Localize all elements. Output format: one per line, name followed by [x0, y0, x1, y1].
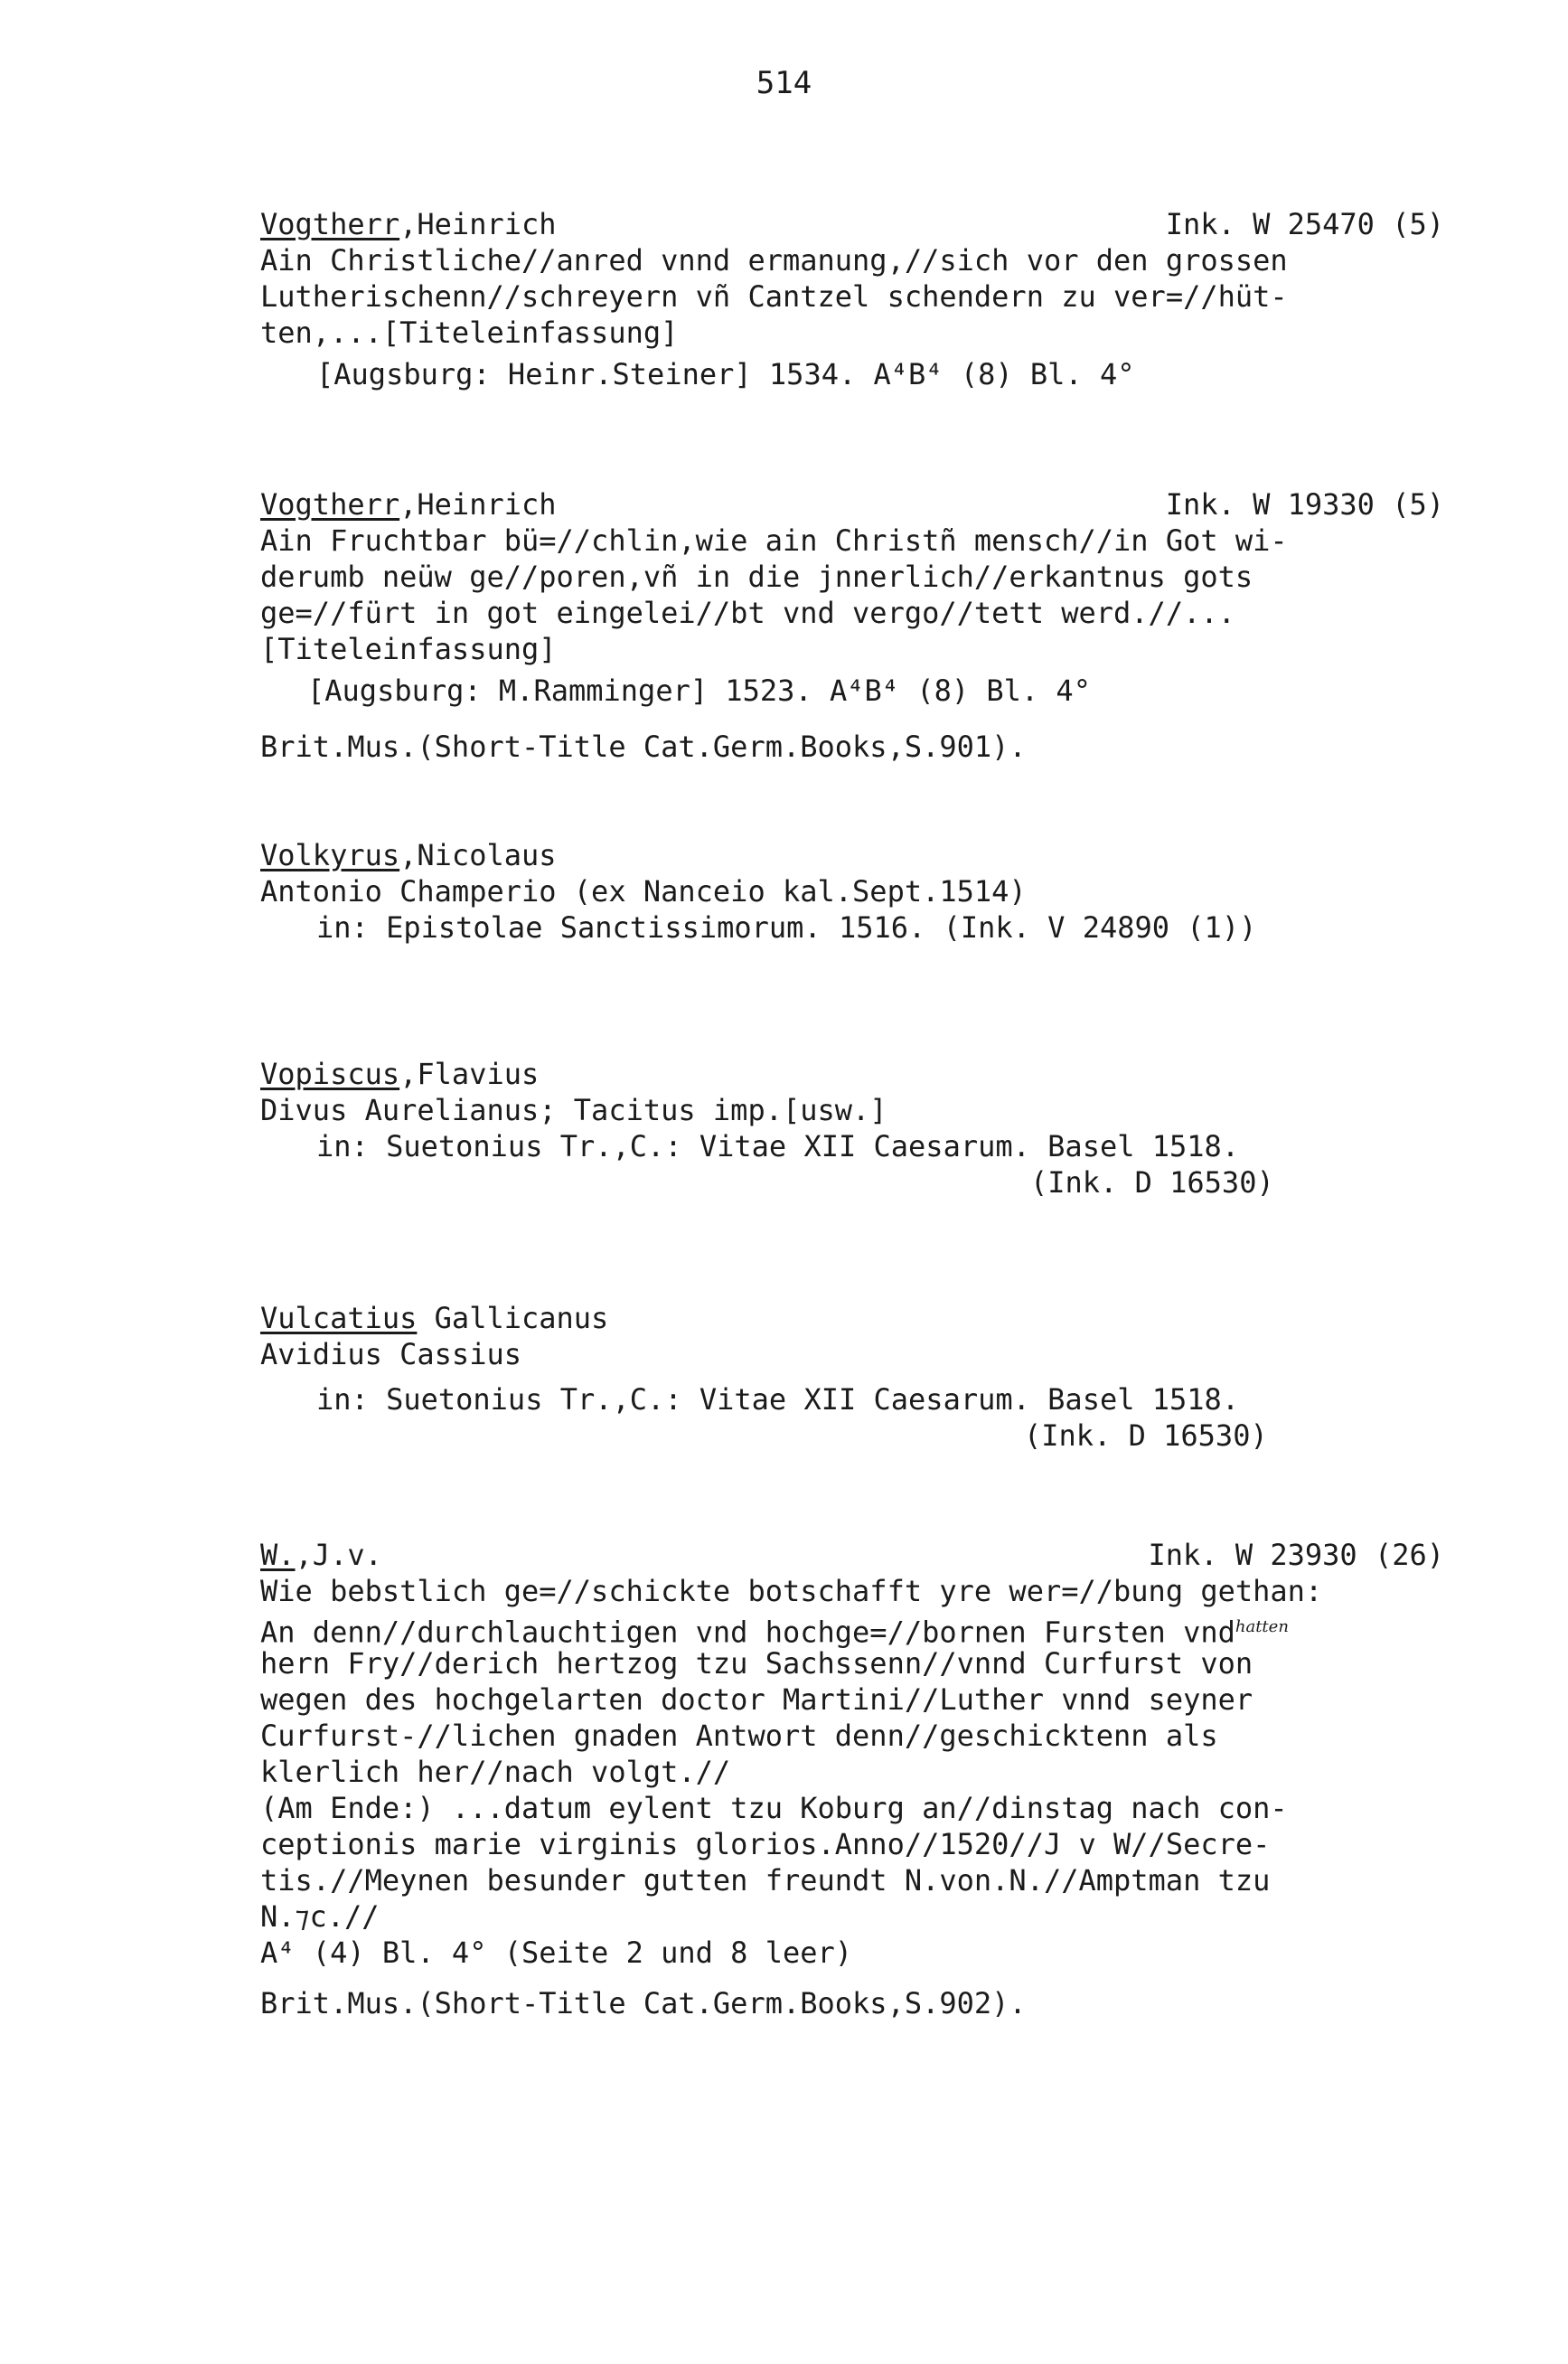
colophon-line: N.⁊c.//: [260, 1899, 380, 1934]
entry-heading: [260, 486, 1444, 523]
imprint-line: [Augsburg: Heinr.Steiner] 1534. A⁴B⁴ (8) Bl. 4°: [316, 357, 1135, 391]
title-line: Curfurst-//lichen gnaden Antwort denn//geschicktenn als: [260, 1719, 1218, 1753]
author-surname: Vogtherr: [260, 207, 400, 241]
inkunabel-number: Ink. W 19330 (5): [1165, 487, 1444, 522]
catalog-entry: [260, 1300, 1435, 1454]
author-surname: Vopiscus: [260, 1057, 400, 1091]
reference-line: Brit.Mus.(Short-Title Cat.Germ.Books,S.902).: [260, 1986, 1027, 2020]
author-name: [260, 837, 557, 873]
author-name: [260, 1300, 608, 1336]
imprint-line: [Augsburg: M.Ramminger] 1523. A⁴B⁴ (8) Bl. 4°: [307, 673, 1091, 708]
title-line: [Titeleinfassung]: [260, 632, 557, 666]
source-line: in: Suetonius Tr.,C.: Vitae XII Caesarum. Basel 1518.: [316, 1382, 1240, 1417]
page-number: 514: [756, 65, 812, 101]
catalog-entry: [260, 486, 1444, 765]
author-name: [260, 486, 557, 523]
catalog-entry: [260, 1537, 1444, 2021]
colophon-line: (Am Ende:) ...datum eylent tzu Koburg an//dinstag nach con-: [260, 1791, 1288, 1825]
title-line-text: An denn//durchlauchtigen vnd hochge=//bornen Fursten vnd: [260, 1615, 1235, 1650]
colophon-line: ceptionis marie virginis glorios.Anno//1520//J v W//Secre-: [260, 1827, 1271, 1861]
entry-heading: [260, 1537, 1444, 1573]
author-name: [260, 206, 557, 242]
title-line: ge=//fürt in got eingelei//bt vnd vergo//tett werd.//...: [260, 596, 1235, 630]
entry-heading: [260, 206, 1444, 242]
author-surname: Vulcatius: [260, 1301, 418, 1335]
source-line: in: Suetonius Tr.,C.: Vitae XII Caesarum. Basel 1518.: [316, 1129, 1240, 1163]
catalog-entry: [260, 1056, 1435, 1201]
author-forename: ,Heinrich: [399, 487, 557, 522]
catalog-entry: [260, 206, 1444, 392]
author-surname: W.: [260, 1538, 296, 1572]
title-line: Wie bebstlich ge=//schickte botschafft yre wer=//bung gethan:: [260, 1574, 1323, 1608]
entry-heading: [260, 1300, 1435, 1336]
title-line: [260, 1609, 1435, 1650]
title-line: hern Fry//derich hertzog tzu Sachssenn//vnnd Curfurst von: [260, 1646, 1253, 1681]
entry-heading: [260, 837, 1435, 873]
title-line: Avidius Cassius: [260, 1337, 521, 1371]
author-forename: ,Nicolaus: [399, 838, 557, 872]
inkunabel-number: Ink. W 25470 (5): [1165, 207, 1444, 241]
author-forename: ,Flavius: [399, 1057, 540, 1091]
catalog-entry: [260, 837, 1435, 946]
author-forename: ,J.v.: [295, 1538, 382, 1572]
author-surname: Volkyrus: [260, 838, 400, 872]
author-name: [260, 1537, 382, 1573]
author-forename: ,Heinrich: [399, 207, 557, 241]
title-line: Ain Fruchtbar bü=//chlin,wie ain Christñ mensch//in Got wi-: [260, 523, 1288, 558]
title-line: klerlich her//nach volgt.//: [260, 1755, 731, 1789]
title-line: Antonio Champerio (ex Nanceio kal.Sept.1514): [260, 874, 1027, 909]
author-forename: Gallicanus: [417, 1301, 609, 1335]
inkunabel-reference: (Ink. D 16530): [1024, 1418, 1268, 1453]
collation-line: A⁴ (4) Bl. 4° (Seite 2 und 8 leer): [260, 1935, 853, 1970]
inkunabel-reference: (Ink. D 16530): [1030, 1165, 1274, 1200]
author-surname: Vogtherr: [260, 487, 400, 522]
title-line: Ain Christliche//anred vnnd ermanung,//sich vor den grossen: [260, 243, 1288, 278]
title-line: Lutherischenn//schreyern vñ Cantzel schendern zu ver=//hüt-: [260, 279, 1288, 314]
title-line: derumb neüw ge//poren,vñ in die jnnerlich//erkantnus gots: [260, 560, 1253, 594]
title-line: ten,...[Titeleinfassung]: [260, 316, 679, 350]
handwritten-margin-note: hatten: [1235, 1617, 1289, 1636]
title-line: Divus Aurelianus; Tacitus imp.[usw.]: [260, 1093, 887, 1127]
source-line: in: Epistolae Sanctissimorum. 1516. (Ink. V 24890 (1)): [316, 910, 1257, 945]
entry-heading: [260, 1056, 1435, 1092]
colophon-line: tis.//Meynen besunder gutten freundt N.von.N.//Amptman tzu: [260, 1863, 1271, 1898]
inkunabel-number: Ink. W 23930 (26): [1148, 1538, 1444, 1572]
title-line: wegen des hochgelarten doctor Martini//Luther vnnd seyner: [260, 1682, 1253, 1717]
author-name: [260, 1056, 539, 1092]
reference-line: Brit.Mus.(Short-Title Cat.Germ.Books,S.901).: [260, 730, 1027, 764]
